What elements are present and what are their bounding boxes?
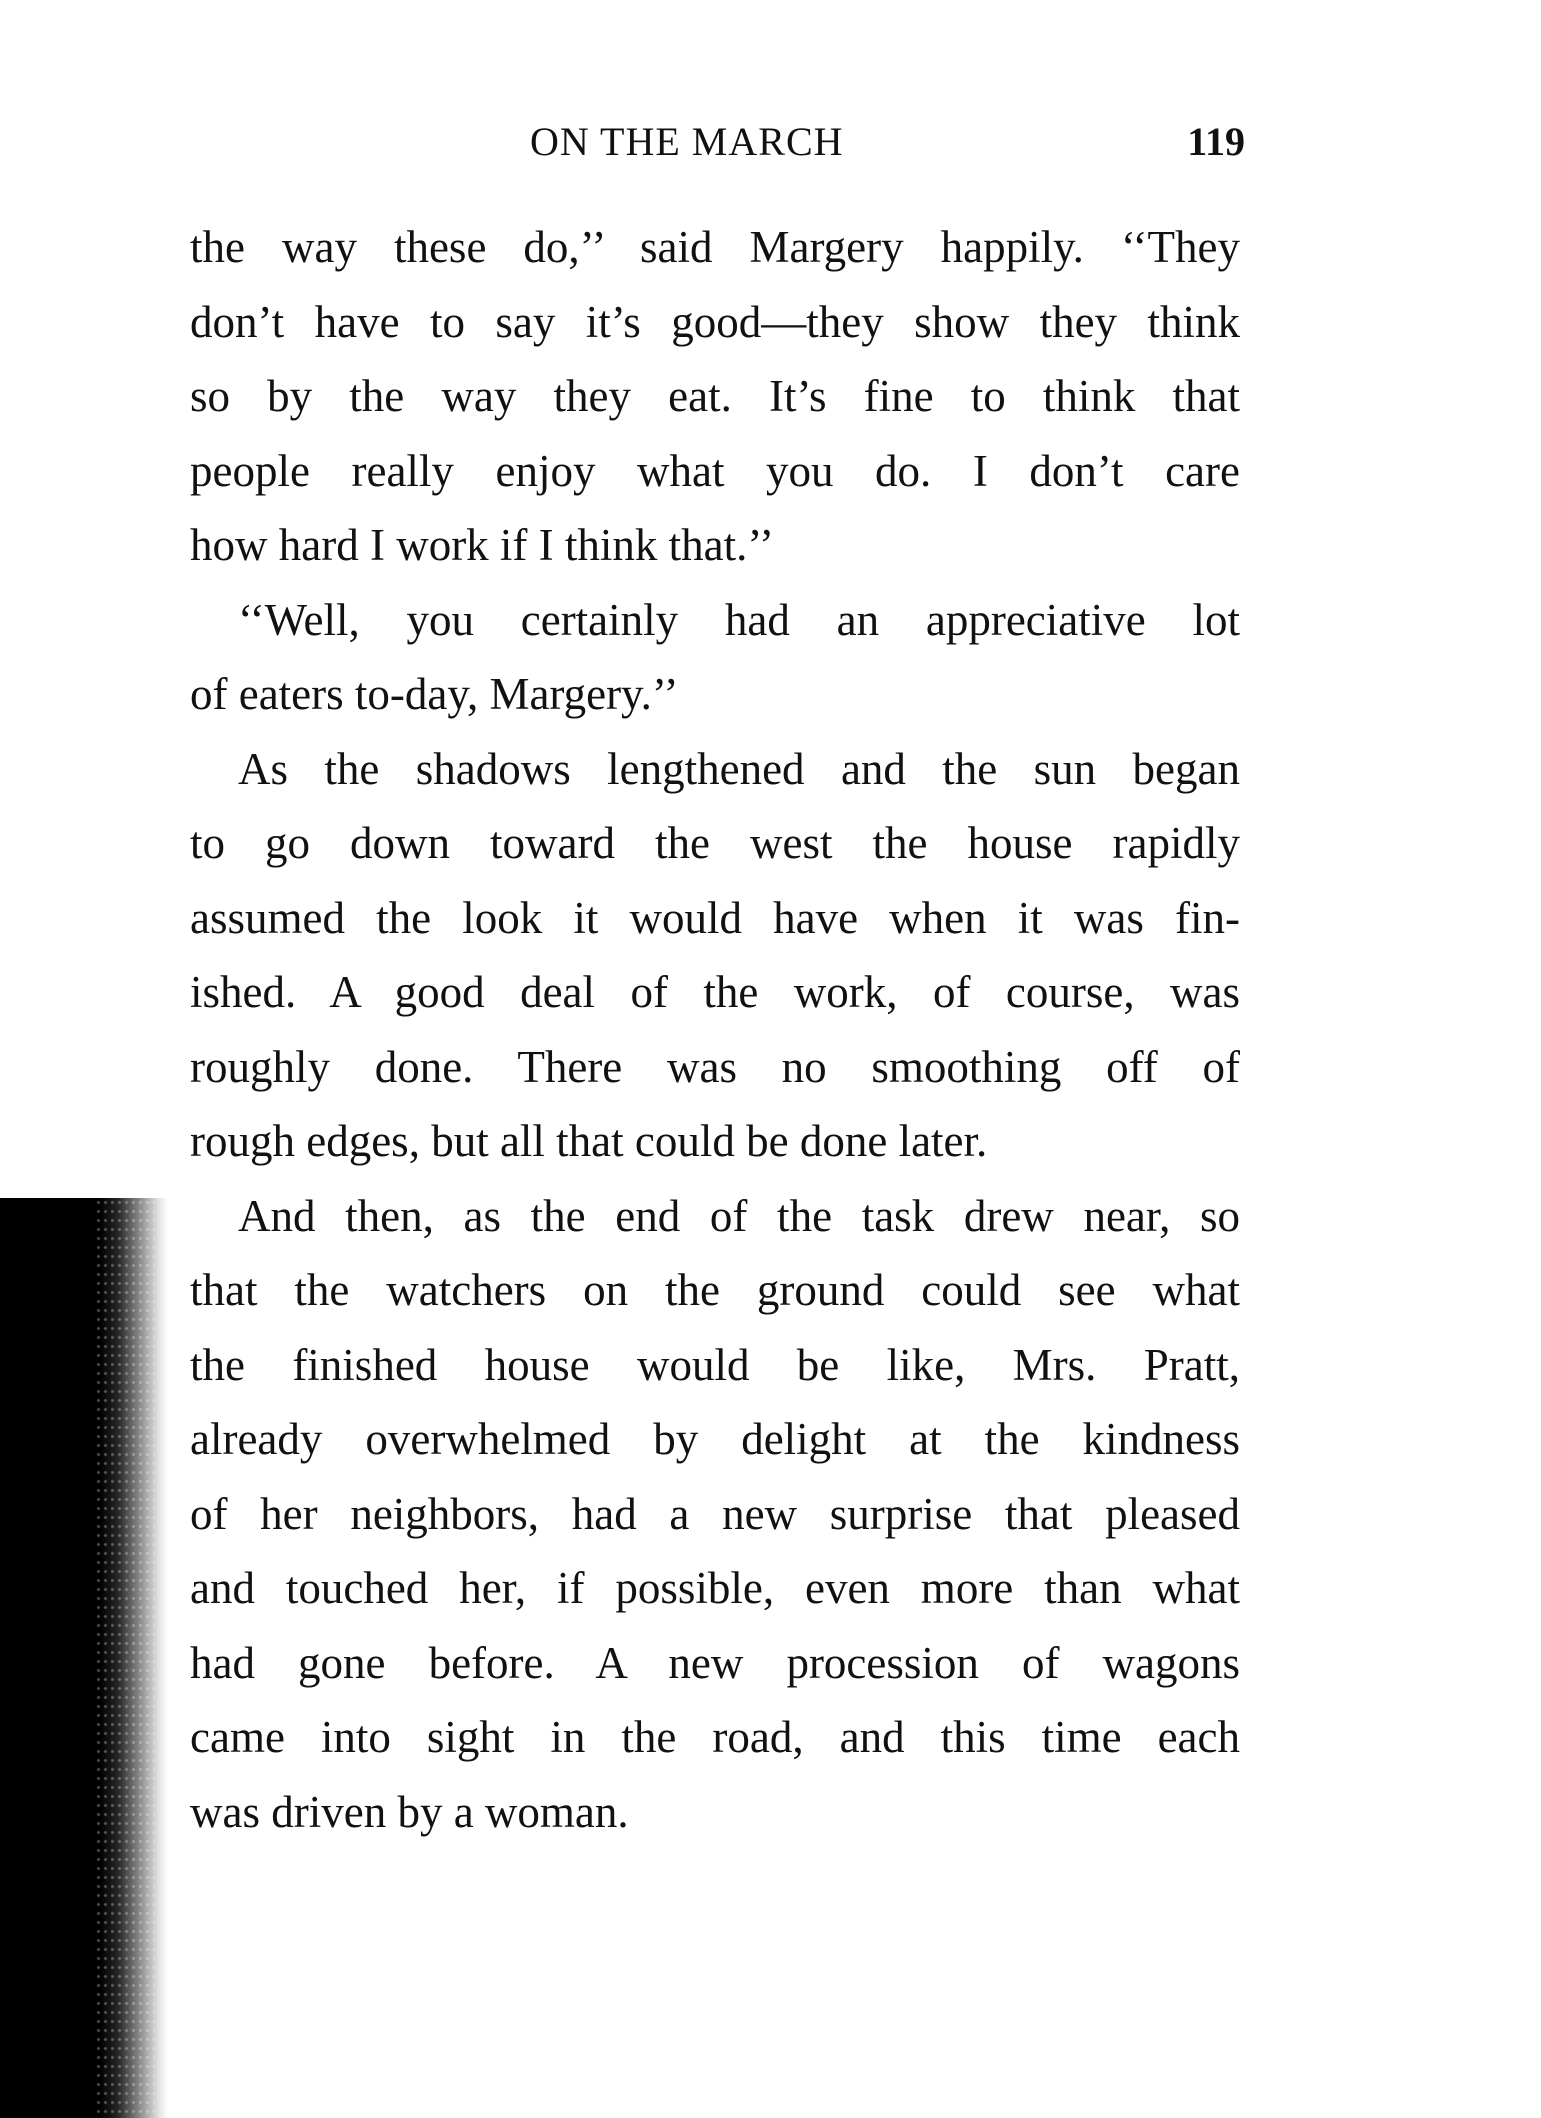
text-line: so by the way they eat. It’s fine to think that [190,371,1240,421]
running-title: ON THE MARCH [530,119,844,164]
text-line: already overwhelmed by delight at the kindness [190,1414,1240,1464]
text-line: As the shadows lengthened and the sun began [238,743,1240,794]
text-line: ished. A good deal of the work, of course, was [190,967,1240,1017]
text-line: had gone before. A new procession of wagons [190,1637,1240,1688]
text-line: of eaters to-day, Margery.’’ [190,669,679,719]
page-number: 119 [1187,119,1245,164]
text-line: to go down toward the west the house rapidly [190,818,1240,868]
text-line: that the watchers on the ground could see what [190,1265,1240,1315]
text-line: was driven by a woman. [190,1786,629,1837]
binding-shadow [0,1198,168,2118]
text-line: the way these do,’’ said Margery happily. ‘‘They [190,222,1240,272]
text-line: roughly done. There was no smoothing off of [190,1041,1240,1092]
body-text [190,210,1240,1849]
text-line: came into sight in the road, and this time each [190,1712,1240,1762]
text-line: rough edges, but all that could be done later. [190,1116,988,1166]
text-line: of her neighbors, had a new surprise that pleased [190,1488,1240,1539]
text-line: the finished house would be like, Mrs. Pratt, [190,1339,1240,1390]
text-line: people really enjoy what you do. I don’t care [190,445,1240,496]
text-line: And then, as the end of the task drew near, so [238,1190,1240,1241]
text-line: how hard I work if I think that.’’ [190,520,775,570]
text-line: don’t have to say it’s good—they show they think [190,296,1240,347]
running-head [190,118,1260,168]
text-line: and touched her, if possible, even more than what [190,1563,1240,1613]
text-line: assumed the look it would have when it was fin- [190,892,1240,943]
text-line: ‘‘Well, you certainly had an appreciative lot [238,594,1240,645]
